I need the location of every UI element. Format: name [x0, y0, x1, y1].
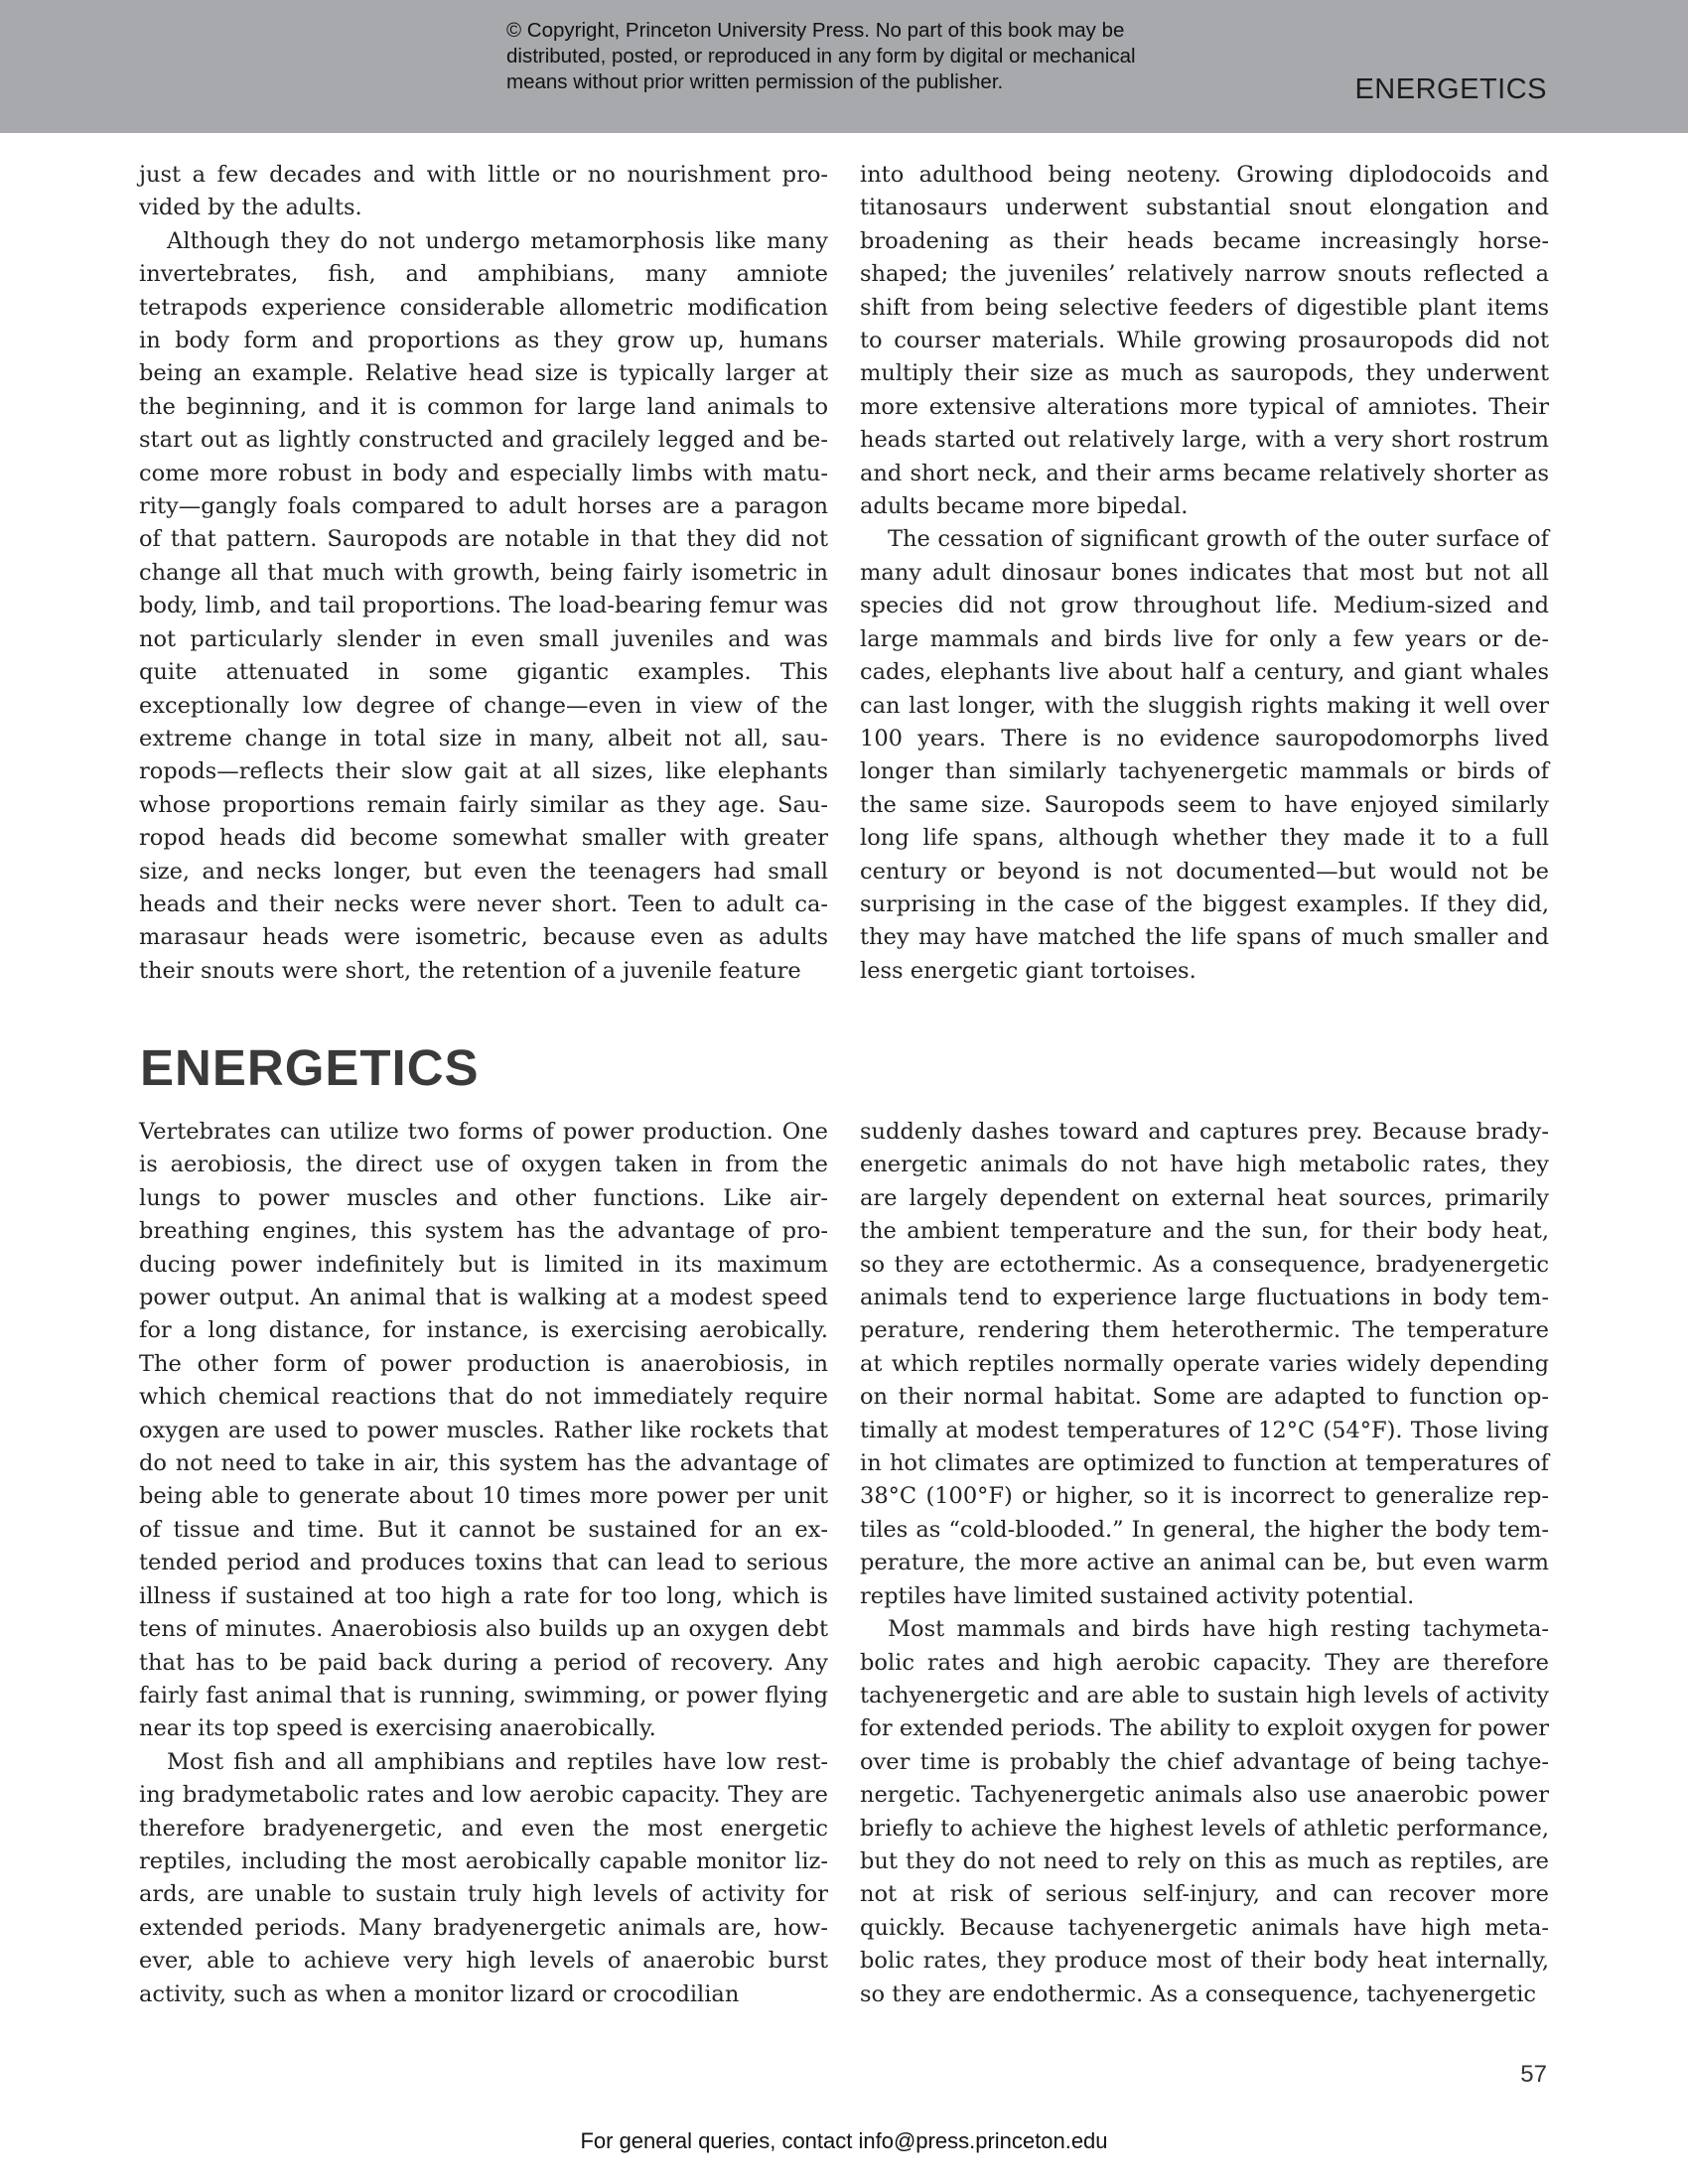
paragraph: suddenly dashes toward and captures prey. Because bradyenergetic animals do not have high metabolic rates, they are largely dependent on external heat sources, primarily the ambient temperature and the sun, for their body heat, so they are ectothermic. As a consequence, bradyenergetic animals tend to experience large fluctuations in body temperature, rendering them heterothermic. The temperature at which reptiles normally operate varies widely depending on their normal habitat. Some are adapted to function optimally at modest temperatures of 12°C (54°F). Those living in hot climates are optimized to function at temperatures of 38°C (100°F) or higher, so it is incorrect to generalize reptiles as “cold-blooded.” In general, the higher the body temperature, the more active an animal can be, but even warm reptiles have limited sustained activity potential. [860, 1119, 1549, 1609]
copyright-banner [0, 0, 1688, 133]
paragraph: Most fish and all amphibians and reptiles have low resting bradymetabolic rates and low aerobic capacity. They are therefore bradyenergetic, and even the most energetic reptiles, including the most aerobically capable monitor lizards, are unable to sustain truly high levels of activity for extended periods. Many bradyenergetic animals are, however, able to achieve very high levels of anaerobic burst activity, such as when a monitor lizard or crocodilian [139, 1748, 828, 2007]
bottom-right-column [860, 1116, 1549, 2011]
paragraph: just a few decades and with little or no nourishment provided by the adults. [139, 162, 828, 221]
copyright-line: © Copyright, Princeton University Press. No part of this book may be [506, 19, 1125, 42]
paragraph: Vertebrates can utilize two forms of power production. One is aerobiosis, the direct use of oxygen taken in from the lungs to power muscles and other functions. Like airbreathing engines, this system has the advantage of producing power indefinitely but is limited in its maximum power output. An animal that is walking at a modest speed for a long distance, for instance, is exercising aerobically. The other form of power production is anaerobiosis, in which chemical reactions that do not immediately require oxygen are used to power muscles. Rather like rockets that do not need to take in air, this system has the advantage of being able to generate about 10 times more power per unit of tissue and time. But it cannot be sustained for an extended period and produces toxins that can lead to serious illness if sustained at too high a rate for too long, which is tens of minutes. Anaerobiosis also builds up an oxygen debt that has to be paid back during a period of recovery. Any fairly fast animal that is running, swimming, or power flying near its top speed is exercising anaerobically. [139, 1119, 828, 1742]
top-right-column [860, 159, 1549, 988]
paragraph: The cessation of significant growth of the outer surface of many adult dinosaur bones indicates that most but not all species did not grow throughout life. Medium-sized and large mammals and birds live for only a few years or decades, elephants live about half a century, and giant whales can last longer, with the sluggish rights making it well over 100 years. There is no evidence sauropodomorphs lived longer than similarly tachyenergetic mammals or birds of the same size. Sauropods seem to have enjoyed similarly long life spans, although whether they made it to a full century or beyond is not documented—but would not be surprising in the case of the biggest examples. If they did, they may have matched the life spans of much smaller and less energetic giant tortoises. [860, 526, 1549, 984]
copyright-line: means without prior written permission of the publisher. [506, 70, 1004, 93]
paragraph: into adulthood being neoteny. Growing diplodocoids and titanosaurs underwent substantial snout elongation and broadening as their heads became increasingly horseshaped; the juveniles’ relatively narrow snouts reflected a shift from being selective feeders of digestible plant items to courser materials. While growing prosauropods did not multiply their size as much as sauropods, they underwent more extensive alterations more typical of amniotes. Their heads started out relatively large, with a very short rostrum and short neck, and their arms became relatively shorter as adults became more bipedal. [860, 162, 1549, 520]
bottom-left-column [139, 1116, 828, 2011]
paragraph: Although they do not undergo metamorphosis like many invertebrates, fish, and amphibians, many amniote tetrapods experience considerable allometric modification in body form and proportions as they grow up, humans being an example. Relative head size is typically larger at the beginning, and it is common for large land animals to start out as lightly constructed and gracilely legged and become more robust in body and especially limbs with maturity—gangly foals compared to adult horses are a paragon of that pattern. Sauropods are notable in that they did not change all that much with growth, being fairly isometric in body, limb, and tail proportions. The load-bearing femur was not particularly slender in even small juveniles and was quite attenuated in some gigantic examples. This exceptionally low degree of change—even in view of the extreme change in total size in many, albeit not all, sauropods—reflects their slow gait at all sizes, like elephants whose proportions remain fairly similar as they age. Sauropod heads did become somewhat smaller with greater size, and necks longer, but even the teenagers had small heads and their necks were never short. Teen to adult camarasaur heads were isometric, because even as adults their snouts were short, the retention of a juvenile feature [139, 227, 828, 984]
footer-contact: For general queries, contact info@press.princeton.edu [580, 2128, 1108, 2153]
paragraph: Most mammals and birds have high resting tachymetabolic rates and high aerobic capacity. They are therefore tachyenergetic and are able to sustain high levels of activity for extended periods. The ability to exploit oxygen for power over time is probably the chief advantage of being tachyenergetic. Tachyenergetic animals also use anaerobic power briefly to achieve the highest levels of athletic performance, but they do not need to rely on this as much as reptiles, are not at risk of serious self-injury, and can recover more quickly. Because tachyenergetic animals have high metabolic rates, they produce most of their body heat internally, so they are endothermic. As a consequence, tachyenergetic [860, 1616, 1549, 2007]
copyright-line: distributed, posted, or reproduced in any form by digital or mechanical [506, 45, 1136, 68]
copyright-notice [506, 18, 1261, 95]
top-left-column [139, 159, 828, 988]
page-number: 57 [1520, 2061, 1547, 2088]
section-heading: ENERGETICS [140, 1039, 480, 1096]
running-head: ENERGETICS [1354, 73, 1547, 105]
